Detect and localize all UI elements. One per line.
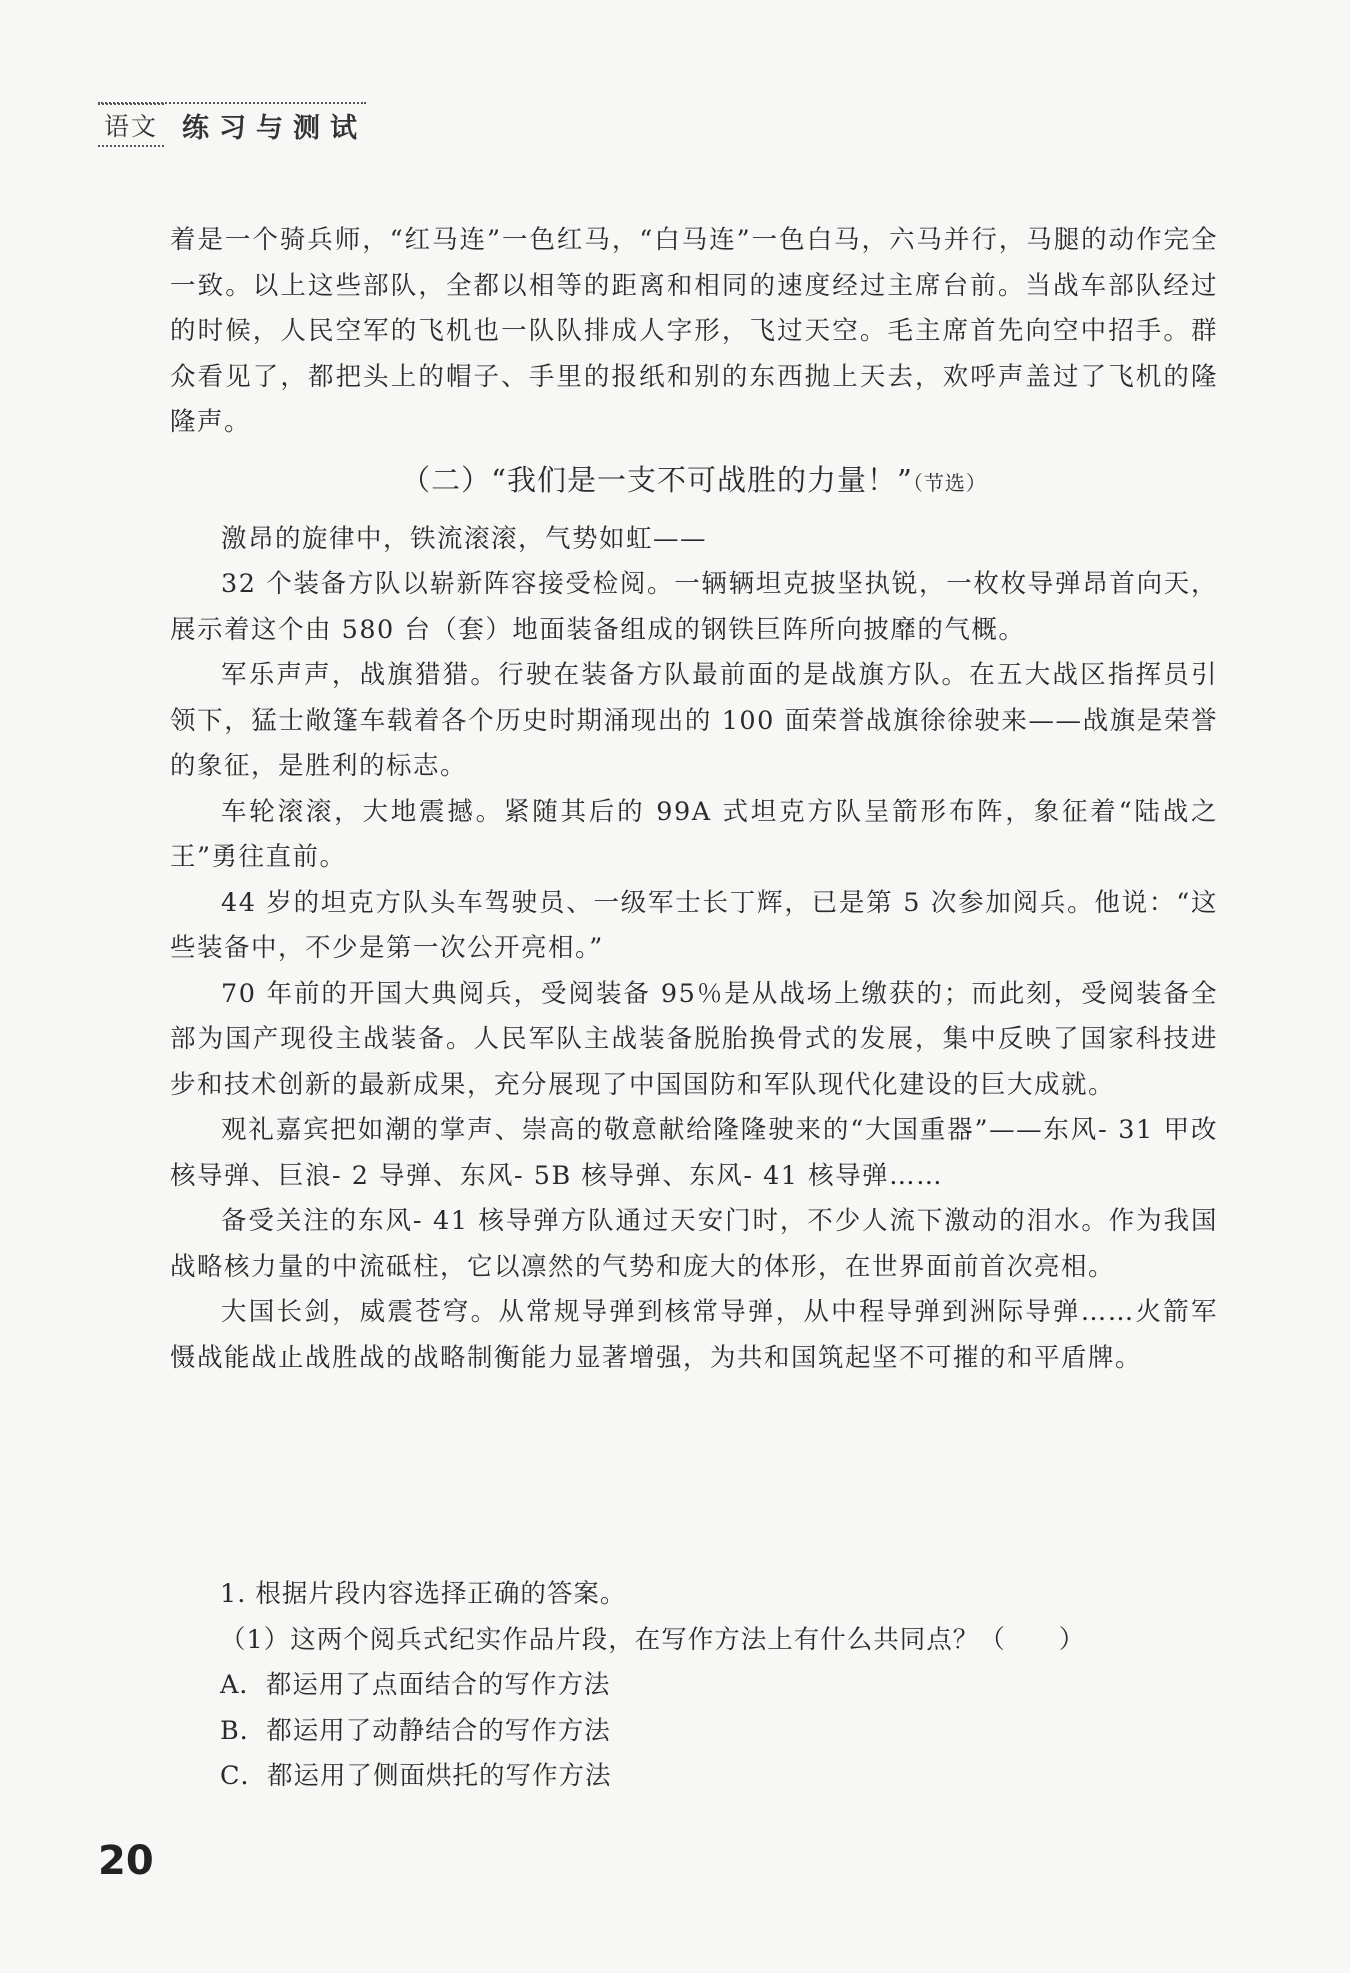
page-number: 20 <box>98 1838 154 1884</box>
section-title-note: （节选） <box>912 470 987 495</box>
passage2-paragraph-6: 70 年前的开国大典阅兵，受阅装备 95％是从战场上缴获的；而此刻，受阅装备全部为国产现役主战装备。人民军队主战装备脱胎换骨式的发展，集中反映了国家科技进步和技术创新的最新成果，充分展现了中国国防和军队现代化建设的巨大成就。 <box>170 978 1218 1100</box>
passage2-paragraph-2: 32 个装备方队以崭新阵容接受检阅。一辆辆坦克披坚执锐，一枚枚导弹昂首向天，展示着这个由 580 台（套）地面装备组成的钢铁巨阵所向披靡的气概。 <box>170 569 1218 645</box>
passage1-paragraph: 着是一个骑兵师，“红马连”一色红马，“白马连”一色白马，六马并行，马腿的动作完全一致。以上这些部队，全都以相等的距离和相同的速度经过主席台前。当战车部队经过的时候，人民空军的飞机也一队队排成人字形，飞过天空。毛主席首先向空中招手。群众看见了，都把头上的帽子、手里的报纸和别的东西抛上天去，欢呼声盖过了飞机的隆隆声。 <box>170 225 1218 437</box>
passage2-paragraph-7: 观礼嘉宾把如潮的掌声、崇高的敬意献给隆隆驶来的“大国重器”——东风- 31 甲改核导弹、巨浪- 2 导弹、东风- 5B 核导弹、东风- 41 核导弹…… <box>170 1115 1218 1191</box>
passage2-paragraph-4: 车轮滚滚，大地震撼。紧随其后的 99A 式坦克方队呈箭形布阵，象征着“陆战之王”勇往直前。 <box>170 796 1218 872</box>
section-title-text: （二）“我们是一支不可战胜的力量！” <box>401 462 913 497</box>
questions-section <box>220 1572 1220 1800</box>
question-1-1: （1）这两个阅兵式纪实作品片段，在写作方法上有什么共同点？（ ） <box>220 1624 1086 1655</box>
book-title: 练习与测试 <box>182 112 368 144</box>
page-header <box>98 104 367 146</box>
passage2-paragraph-5: 44 岁的坦克方队头车驾驶员、一级军士长丁辉，已是第 5 次参加阅兵。他说：“这些装备中，不少是第一次公开亮相。” <box>170 887 1218 963</box>
passage2-paragraph-3: 军乐声声，战旗猎猎。行驶在装备方队最前面的是战旗方队。在五大战区指挥员引领下，猛士敞篷车载着各个历史时期涌现出的 100 面荣誉战旗徐徐驶来——战旗是荣誉的象征，是胜利的标志。 <box>170 660 1218 781</box>
passage2-paragraph-1: 激昂的旋律中，铁流滚滚，气势如虹—— <box>221 523 708 554</box>
passage2-paragraph-8: 备受关注的东风- 41 核导弹方队通过天安门时，不少人流下激动的泪水。作为我国战略核力量的中流砥柱，它以凛然的气势和庞大的体形，在世界面前首次亮相。 <box>170 1206 1218 1282</box>
subject-label: 语文 <box>98 103 164 147</box>
section-title <box>170 454 1218 509</box>
option-a: A．都运用了点面结合的写作方法 <box>220 1670 611 1700</box>
option-c: C．都运用了侧面烘托的写作方法 <box>220 1761 612 1791</box>
main-content <box>170 218 1218 1381</box>
option-b: B．都运用了动静结合的写作方法 <box>220 1715 611 1746</box>
question-1: 1. 根据片段内容选择正确的答案。 <box>220 1579 627 1609</box>
passage2-paragraph-9: 大国长剑，威震苍穹。从常规导弹到核常导弹，从中程导弹到洲际导弹……火箭军慑战能战止战胜战的战略制衡能力显著增强，为共和国筑起坚不可摧的和平盾牌。 <box>170 1297 1218 1373</box>
